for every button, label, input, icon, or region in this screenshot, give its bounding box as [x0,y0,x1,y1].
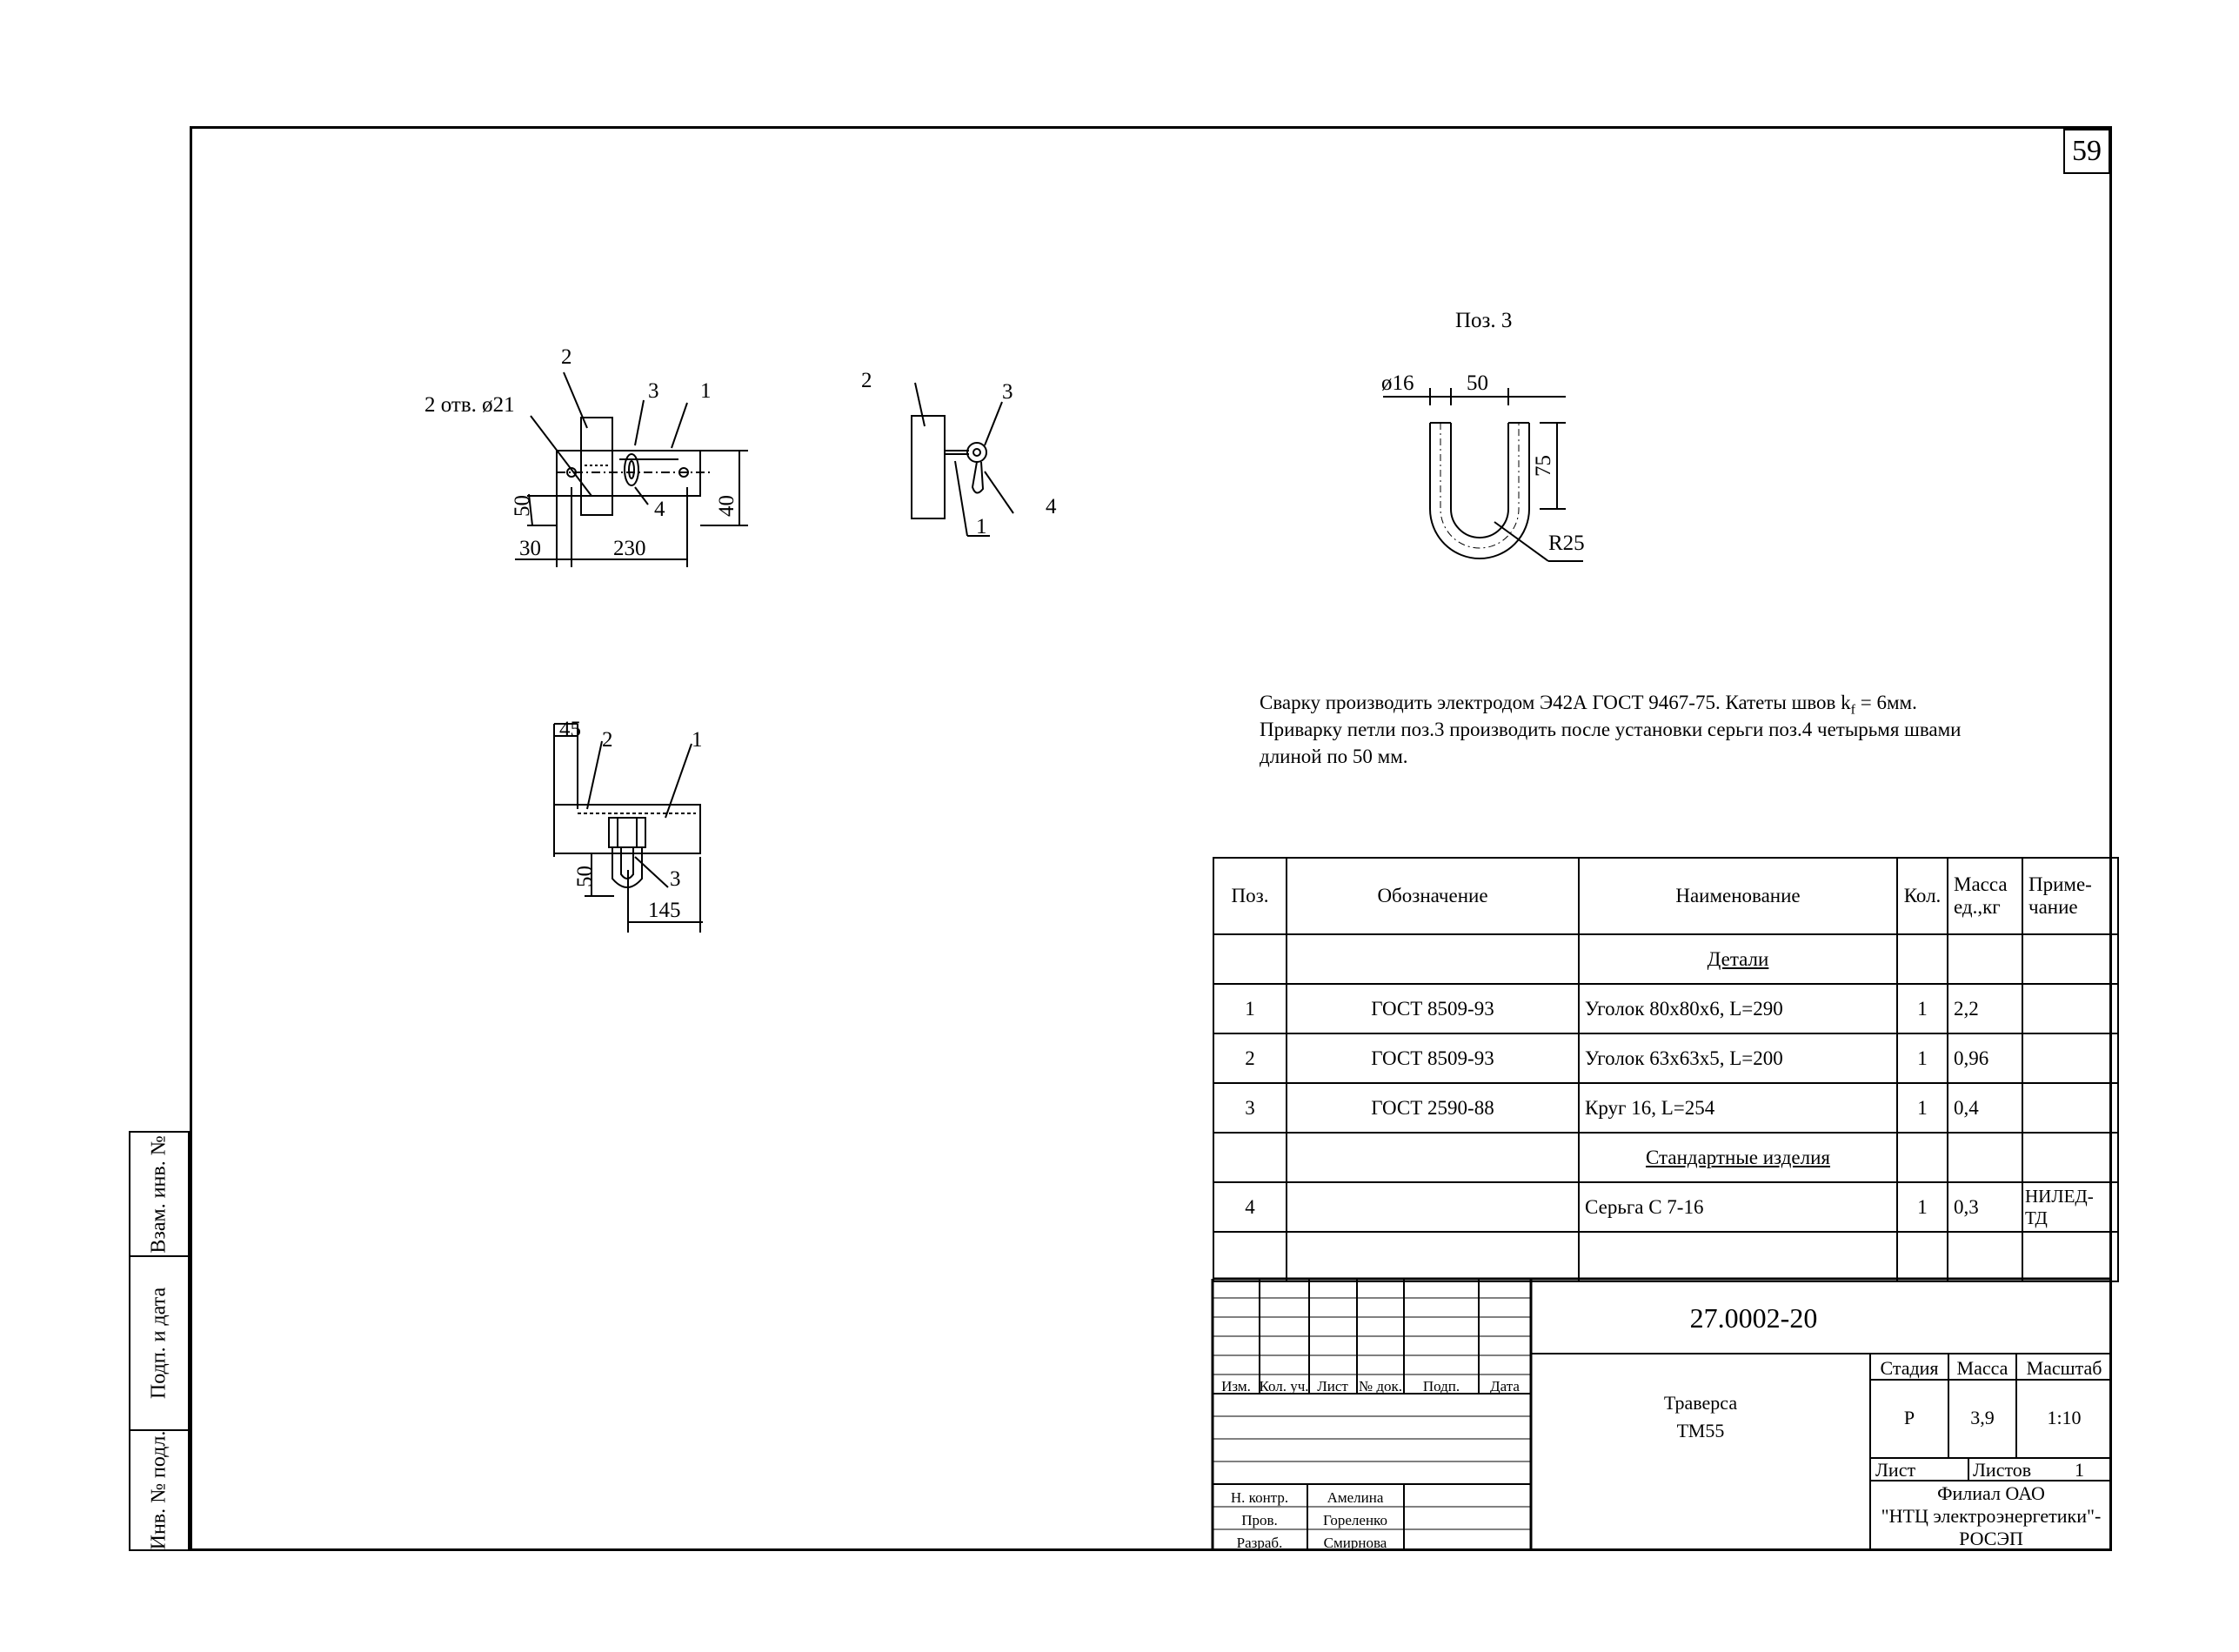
pos3-title: Поз. 3 [1455,309,1513,332]
col-list: Лист [1317,1378,1348,1395]
sheet-number: 59 [2063,129,2110,174]
side-pos1: 1 [976,515,987,538]
side-stamp-podp-data: Подп. и дата [129,1255,190,1431]
col-ndok: № док. [1358,1378,1403,1395]
sheets-count: 1 [2075,1459,2084,1481]
table-row: 3 ГОСТ 2590-88 Круг 16, L=254 1 0,4 [1213,1083,2118,1133]
note-line-3: длиной по 50 мм. [1260,746,1408,767]
sheets-label: Листов [1973,1459,2032,1481]
header-name: Наименование [1579,858,1897,934]
pos3-dim-75: 75 [1532,455,1555,477]
top-pos2: 2 [561,345,572,369]
header-qty: Кол. [1897,858,1948,934]
pos3-dia: ø16 [1381,371,1414,395]
side-pos4: 4 [1046,495,1057,518]
col-izm: Изм. [1221,1378,1251,1395]
side-pos2: 2 [861,369,872,392]
front-pos2: 2 [602,728,613,752]
mass-value: 3,9 [1970,1407,1995,1428]
side-stamp-vzam-inv: Взам. инв. № [129,1131,190,1257]
org-line-3: РОСЭП [1959,1528,2023,1549]
scale-label: Масштаб [2026,1357,2102,1379]
org-line-2: "НТЦ электроэнергетики"- [1881,1505,2102,1527]
top-pos1: 1 [700,379,712,403]
col-kol: Кол. уч. [1259,1378,1309,1395]
note-line-1: Сварку производить электродом Э42А ГОСТ 9467-75. Катеты швов $k_f = 6мм$. [1260,692,1917,718]
org-line-1: Филиал ОАО [1937,1482,2045,1504]
header-note: Приме- чание [2022,858,2118,934]
top-pos3: 3 [648,379,659,403]
front-dim-50: 50 [573,866,597,887]
side-stamp-inv-podl: Инв. № подл. [129,1429,190,1551]
role-prov: Пров. [1241,1512,1278,1528]
note-line-2: Приварку петли поз.3 производить после установки серьги поз.4 четырьмя швами [1260,719,1962,740]
front-dim-145: 145 [648,899,681,922]
stage-label: Стадия [1880,1357,1939,1379]
top-holes-label: 2 отв. ø21 [424,393,515,417]
name-razrab: Смирнова [1323,1535,1387,1551]
top-dim-50: 50 [511,495,534,517]
col-data: Дата [1490,1378,1520,1395]
top-pos4: 4 [654,498,665,521]
top-dim-230: 230 [613,537,646,560]
table-row: 2 ГОСТ 8509-93 Уголок 63x63x5, L=200 1 0,96 [1213,1033,2118,1083]
scale-value: 1:10 [2047,1407,2082,1428]
name-nkontr: Амелина [1327,1489,1384,1506]
front-dim-45: 45 [559,718,581,741]
col-podp: Подп. [1422,1378,1460,1395]
role-nkontr: Н. контр. [1230,1489,1289,1506]
doc-code: 27.0002-20 [1689,1302,1818,1334]
top-dim-40: 40 [715,495,739,517]
role-razrab: Разраб. [1236,1535,1283,1551]
front-pos1: 1 [692,728,703,752]
header-pos: Поз. [1213,858,1287,934]
sheet-label: Лист [1875,1459,1916,1481]
section-details: Детали [1579,934,1897,984]
side-pos3: 3 [1002,380,1013,404]
front-pos3: 3 [670,867,681,891]
title-line-2: ТМ55 [1676,1420,1725,1441]
stage-value: Р [1903,1407,1915,1428]
top-dim-30: 30 [519,537,541,560]
header-mass: Масса ед.,кг [1948,858,2022,934]
pos3-dim-50: 50 [1467,371,1488,395]
name-prov: Гореленко [1323,1512,1387,1528]
pos3-radius: R25 [1548,532,1585,555]
title-line-1: Траверса [1663,1392,1738,1414]
section-standard: Стандартные изделия [1579,1133,1897,1182]
table-row: 1 ГОСТ 8509-93 Уголок 80x80x6, L=290 1 2,2 [1213,984,2118,1033]
table-row: 4 Серьга С 7-16 1 0,3 НИЛЕД-ТД [1213,1182,2118,1232]
mass-label: Масса [1956,1357,2008,1379]
header-designation: Обозначение [1287,858,1579,934]
